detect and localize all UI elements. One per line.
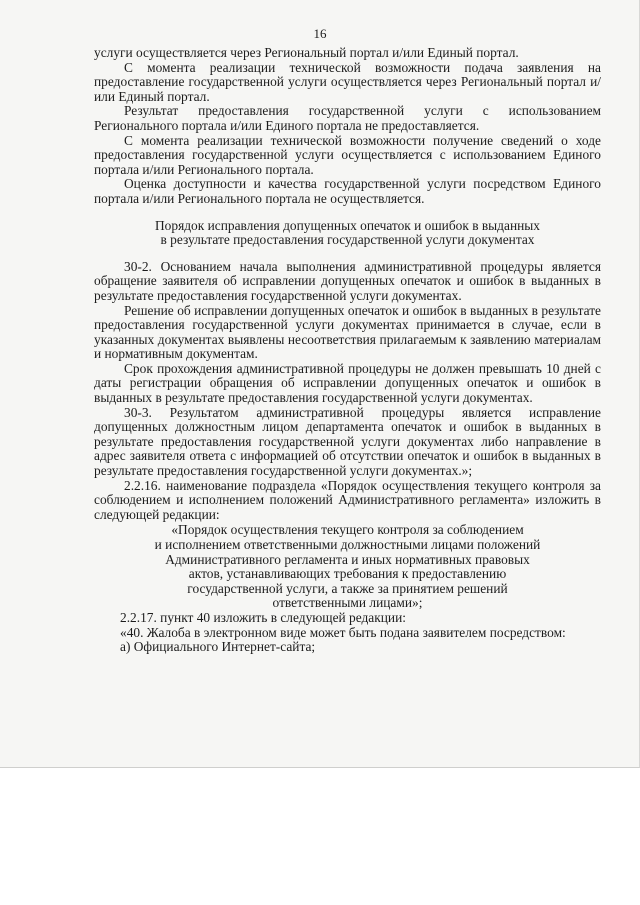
heading-line: Административного регламента и иных нормативных правовых: [165, 551, 530, 567]
section-heading: [94, 219, 601, 248]
paragraph: 2.2.17. пункт 40 изложить в следующей редакции:: [120, 609, 406, 625]
paragraph: 2.2.16. наименование подраздела «Порядок осуществления текущего контроля за соблюдением и исполнением положений Административного регламента» изложить в следующей редакции:: [94, 477, 601, 522]
paragraph: Оценка доступности и качества государственной услуги посредством Единого портала и/или Регионального портала не осуществляется.: [94, 176, 601, 206]
paragraph: «40. Жалоба в электронном виде может быть подана заявителем посредством:: [120, 624, 566, 640]
document-body: [94, 46, 601, 655]
heading-line: в результате предоставления государственной услуги документах: [160, 232, 535, 248]
paragraph: С момента реализации технической возможности получение сведений о ходе предоставления государственной услуги осуществляется с использованием Единого портала и/или Регионального портала.: [94, 132, 601, 177]
paragraph: 30-3. Результатом административной процедуры является исправление допущенных должностным лицом департамента опечаток и ошибок в выданных в результате предоставления государственной услуги документах либо направление в адрес заявителя ответа с информацией об отсутствии опечаток и ошибок в выданных в результате предоставления государственной услуги документах.»;: [94, 404, 601, 479]
paragraph: а) Официального Интернет-сайта;: [120, 639, 316, 655]
paragraph: С момента реализации технической возможности подача заявления на предоставление государственной услуги осуществляется через Региональный портал и/или Единый портал.: [94, 59, 601, 104]
heading-line: актов, устанавливающих требования к предоставлению: [188, 566, 507, 582]
paragraph: 30-2. Основанием начала выполнения административной процедуры является обращение заявителя об исправлении допущенных опечаток и ошибок в выданных в результате предоставления государственной услуги документах.: [94, 258, 601, 303]
heading-line: ответственными лицами»;: [272, 595, 423, 611]
paragraph: Срок прохождения административной процедуры не должен превышать 10 дней с даты регистрации обращения об исправлении допущенных опечаток и ошибок в выданных в результате предоставления государственной услуги документах.: [94, 360, 601, 406]
quoted-heading: [94, 523, 601, 611]
heading-line: и исполнением ответственными должностными лицами положений: [154, 537, 541, 552]
heading-line: «Порядок осуществления текущего контроля за соблюдением: [171, 522, 524, 538]
heading-line: государственной услуги, а также за принятием решений: [187, 580, 508, 596]
paragraph: Решение об исправлении допущенных опечаток и ошибок в выданных в результате предоставления государственной услуги документах принимается в случае, если в указанных документах выявлены несоответствия прилагаемым к заявлению материалам и нормативным документам.: [94, 302, 601, 362]
paragraph: Результат предоставления государственной услуги с использованием Регионального портала и/или Единого портала не предоставляется.: [94, 103, 601, 133]
page-number: 16: [313, 26, 327, 41]
heading-line: Порядок исправления допущенных опечаток и ошибок в выданных: [155, 217, 540, 233]
paragraph: услуги осуществляется через Региональный портал и/или Единый портал.: [94, 45, 519, 60]
